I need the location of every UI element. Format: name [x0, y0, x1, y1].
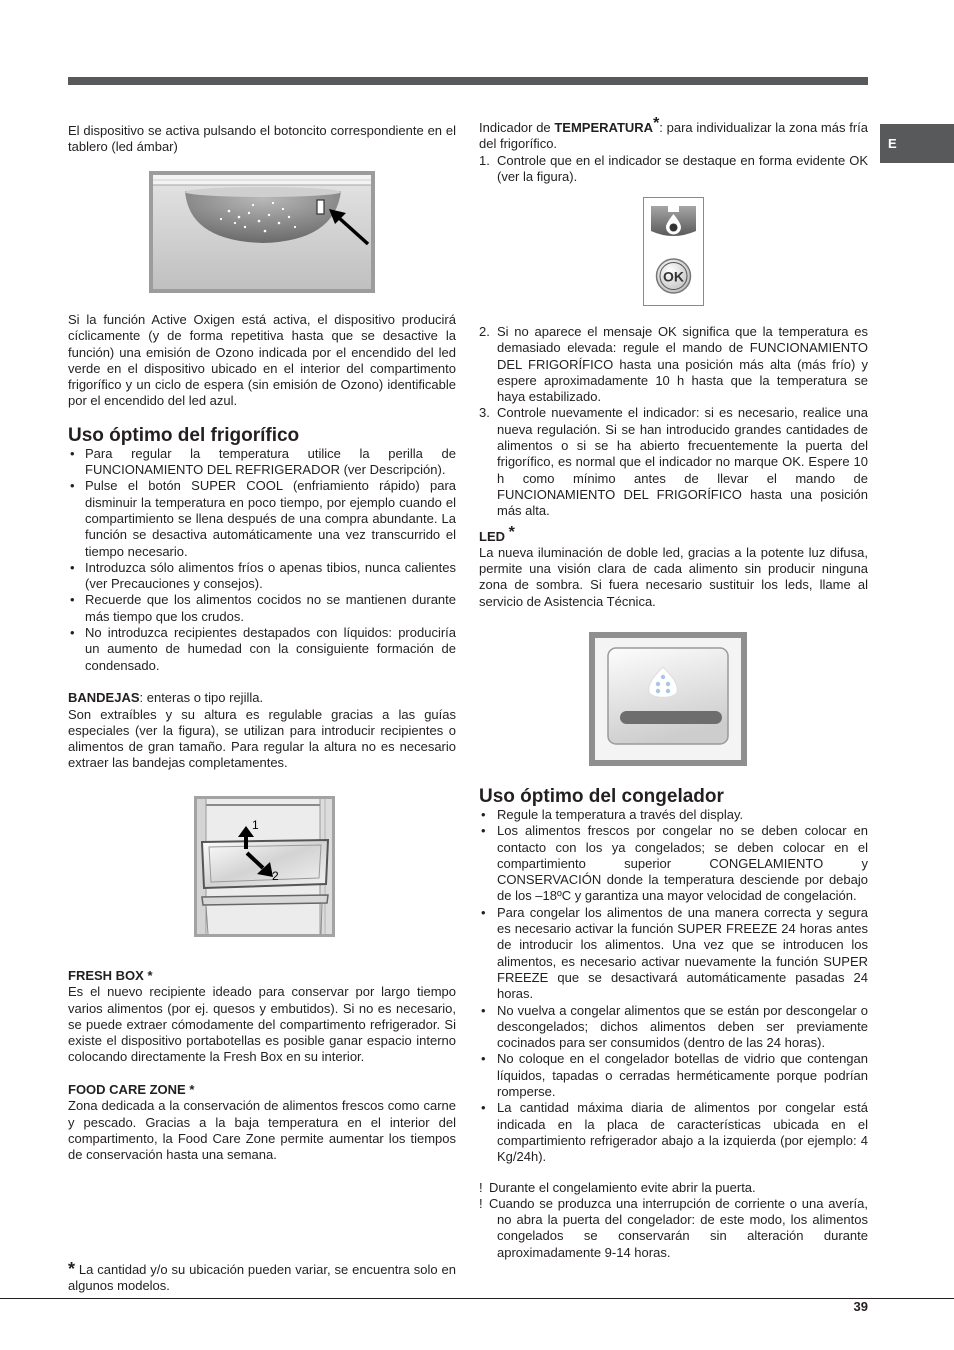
- indicator-prefix: Indicador de: [479, 120, 555, 135]
- indicator-symbol: *: [653, 115, 660, 132]
- shelves-label-line: [68, 690, 456, 706]
- list-item-text: No introduzca recipientes destapados con líquidos: produciría un aumento de humedad con la consiguiente formación de condensado.: [85, 625, 456, 673]
- bullet-marker: •: [481, 904, 486, 920]
- shelves-text: Son extraíbles y su altura es regulable gracias a las guías especiales (ver la figura), se utilizan para introducir recipientes o alimentos de gran tamaño. Para regular la altura no es necesario extraer las bandejas completamentes.: [68, 706, 456, 771]
- footer-rule: [0, 1298, 954, 1299]
- led-title-line: [479, 523, 868, 545]
- step-item: [479, 405, 868, 519]
- food-care-zone-text: Zona dedicada a la conservación de alimentos frescos como carne y pescado. Gracias a la baja temperatura en el interior del compartimento, la Food Care Zone permite aumentar los tiempos de conservación hasta una semana.: [68, 1098, 456, 1163]
- fridge-section: [68, 312, 456, 772]
- step-item: [479, 153, 868, 186]
- shelf-arrow-down-label: 2: [272, 869, 279, 883]
- led-light-figure: [589, 632, 747, 766]
- led-symbol: *: [508, 523, 515, 541]
- indicator-intro: [479, 115, 868, 153]
- freezer-section: [479, 787, 868, 1261]
- led-strip-icon: [620, 711, 722, 724]
- shelves-label: BANDEJAS: [68, 690, 140, 706]
- warning-mark: !: [479, 1195, 483, 1211]
- warning-text: Cuando se produzca una interrupción de corriente o una avería, no abra la puerta del congelador: de este modo, los alimentos congelados se conservarán sin alteración durante aproximadamente 9-14 horas.: [489, 1195, 868, 1260]
- warning-item: [479, 1196, 868, 1261]
- list-item: [68, 478, 456, 559]
- step-text: Controle nuevamente el indicador: si es necesario, realice una nueva regulación. Si se han introducido grandes cantidades de alimentos o si se ha abierto frecuentemente la puerta del frigorífico, es normal que el indicador no marque OK. Espere 10 h como mínimo antes de llevar el mando de FUNCIONAMIENTO DEL FRIGORÍFICO hasta una posición más alta.: [497, 405, 868, 519]
- list-item-text: Regule la temperatura a través del display.: [497, 807, 744, 822]
- temperature-indicator-figure: [643, 197, 704, 306]
- language-tab: [880, 124, 954, 163]
- bullet-marker: •: [481, 1051, 486, 1067]
- warning-item: [479, 1180, 868, 1196]
- step-item: [479, 324, 868, 405]
- bullet-marker: •: [70, 625, 75, 641]
- list-item: [68, 446, 456, 479]
- warning-mark: !: [479, 1179, 483, 1195]
- water-drop-icon: [651, 206, 696, 236]
- list-item-text: Recuerde que los alimentos cocidos no se mantienen durante más tiempo que los crudos.: [85, 592, 456, 624]
- fresh-box-text: Es el nuevo recipiente ideado para conservar por largo tiempo varios alimentos (por ej. quesos y embutidos). Si no es necesario, se puede extraer cómodamente del compartimento refrigerador. Si existe el dispositivo portabotellas es posible ganar espacio interno colocando directamente la Fresh Box en su interior.: [68, 984, 456, 1065]
- bullet-marker: •: [70, 478, 75, 494]
- led-title: LED: [479, 528, 505, 544]
- indicator-steps-section: [479, 324, 868, 610]
- list-item: [479, 1051, 868, 1100]
- list-item-text: Introduzca sólo alimentos fríos o apenas tibios, nunca calientes (ver Precauciones y consejos).: [85, 559, 456, 592]
- step-number: 1.: [479, 152, 490, 168]
- indicator-label: TEMPERATURA: [554, 120, 654, 135]
- indicator-suffix: : para individualizar la zona más fría del frigorífico.: [479, 120, 868, 152]
- fridge-tips-list: [68, 446, 456, 674]
- shelf-adjust-figure: [194, 796, 335, 937]
- list-item-text: Para regular la temperatura utilice la perilla de FUNCIONAMIENTO DEL REFRIGERADOR (ver Descripción).: [85, 445, 456, 478]
- food-care-zone-title: FOOD CARE ZONE *: [68, 1082, 195, 1098]
- list-item-text: No coloque en el congelador botellas de vidrio que contengan líquidos, tapadas o cerradas herméticamente porque podrían romperse.: [497, 1051, 868, 1100]
- led-button-icon: [317, 200, 324, 214]
- led-light-illustration: [589, 632, 747, 766]
- bullet-marker: •: [70, 592, 75, 608]
- active-oxigen-text: Si la función Active Oxigen está activa, el dispositivo producirá cíclicamente (y de forma repetitiva hasta que se desactive la función) una emisión de Ozono indicada por el encendido del led verde en el dispositivo ubicado en el interior del compartimento frigorífico y un ciclo de espera (sin emisión de Ozono) identificable por el encendido del led azul.: [68, 312, 456, 409]
- page-number: 39: [853, 1299, 868, 1314]
- shelf-adjust-illustration: [194, 796, 335, 937]
- led-text: La nueva iluminación de doble led, gracias a la potente luz difusa, permite una visión clara de cada alimento sin producir ninguna zona de sombra. Si fuera necesario sustituir los leds, llame al servicio de Asistencia Técnica.: [479, 544, 868, 609]
- list-item-text: Los alimentos frescos por congelar no se deben colocar en contacto con los ya congelados; se deben colocar en el compartimiento superior CONGELAMIENTO y CONSERVACIÓN donde la temperatura desciende por debajo de los –18ºC y garantiza una mayor velocidad de congelación.: [497, 823, 868, 904]
- ozone-intro-text: El dispositivo se activa pulsando el botoncito correspondiente en el tablero (led ámbar): [68, 123, 456, 155]
- freezer-tips-list: [479, 807, 868, 1166]
- list-item-text: Para congelar los alimentos de una manera correcta y segura es necesario activar la función SUPER FREEZE 24 horas antes de introducir los alimentos. Una vez que se introducen los alimentos, es necesario activar nuevamente la función SUPER FREEZE que se desactivará automáticamente pasadas 24 horas.: [497, 904, 868, 1002]
- list-item: [68, 592, 456, 625]
- ok-label: OK: [663, 268, 684, 285]
- boxes-section: [68, 968, 456, 1164]
- fresh-box-title: FRESH BOX *: [68, 968, 153, 983]
- list-item: [479, 1100, 868, 1165]
- header-rule: [68, 77, 868, 85]
- list-item: [479, 807, 868, 823]
- list-item: [68, 625, 456, 674]
- shelf-arrow-up-label: 1: [252, 818, 259, 832]
- language-tab-label: E: [888, 136, 897, 151]
- footnote-symbol: *: [68, 1259, 76, 1279]
- list-item-text: No vuelva a congelar alimentos que se están por descongelar o descongelados; dichos alimentos deben ser previamente cocinados para ser consumidos (dentro de las 24 horas).: [497, 1002, 868, 1051]
- step-text: Si no aparece el mensaje OK significa que la temperatura es demasiado elevada: regule el mando de FUNCIONAMIENTO DEL FRIGORÍFICO hasta una posición más alta (más frío) y espere aproximadamente 10 h hasta que la temperatura se haya estabilizado.: [497, 324, 868, 405]
- bullet-marker: •: [70, 559, 75, 575]
- step-number: 3.: [479, 405, 490, 421]
- list-item: [68, 560, 456, 593]
- bullet-marker: •: [481, 823, 486, 839]
- list-item-text: La cantidad máxima diaria de alimentos por congelar está indicada en la placa de características ubicada en el compartimiento refrigerador abajo a la izquierda (por ejemplo: 4 Kg/24h).: [497, 1100, 868, 1165]
- shelves-label-suffix: : enteras o tipo rejilla.: [139, 690, 264, 706]
- fridge-heading: Uso óptimo del frigorífico: [68, 424, 300, 446]
- ozone-device-figure: [149, 171, 375, 293]
- bullet-marker: •: [481, 1100, 486, 1116]
- footnote: [68, 1259, 456, 1295]
- bullet-marker: •: [70, 445, 75, 461]
- footnote-text: La cantidad y/o su ubicación pueden variar, se encuentra solo en algunos modelos.: [68, 1262, 456, 1294]
- step-text: Controle que en el indicador se destaque en forma evidente OK (ver la figura).: [497, 152, 868, 184]
- freezer-heading: Uso óptimo del congelador: [479, 786, 724, 807]
- temperature-indicator-illustration: [643, 197, 704, 306]
- warning-text: Durante el congelamiento evite abrir la puerta.: [489, 1179, 756, 1195]
- ozone-device-photo: [149, 171, 375, 293]
- list-item-text: Pulse el botón SUPER COOL (enfriamiento rápido) para disminuir la temperatura en poco tiempo, por ejemplo cuando el compartimiento se llena después de una compra abundante. La función se desactiva automáticamente una vez transcurrido el tiempo necesario.: [85, 478, 456, 559]
- step-number: 2.: [479, 324, 490, 339]
- temperature-indicator-section: [479, 115, 868, 185]
- list-item: [479, 905, 868, 1003]
- list-item: [479, 1003, 868, 1052]
- list-item: [479, 823, 868, 904]
- bullet-marker: •: [481, 807, 486, 822]
- bullet-marker: •: [481, 1002, 486, 1018]
